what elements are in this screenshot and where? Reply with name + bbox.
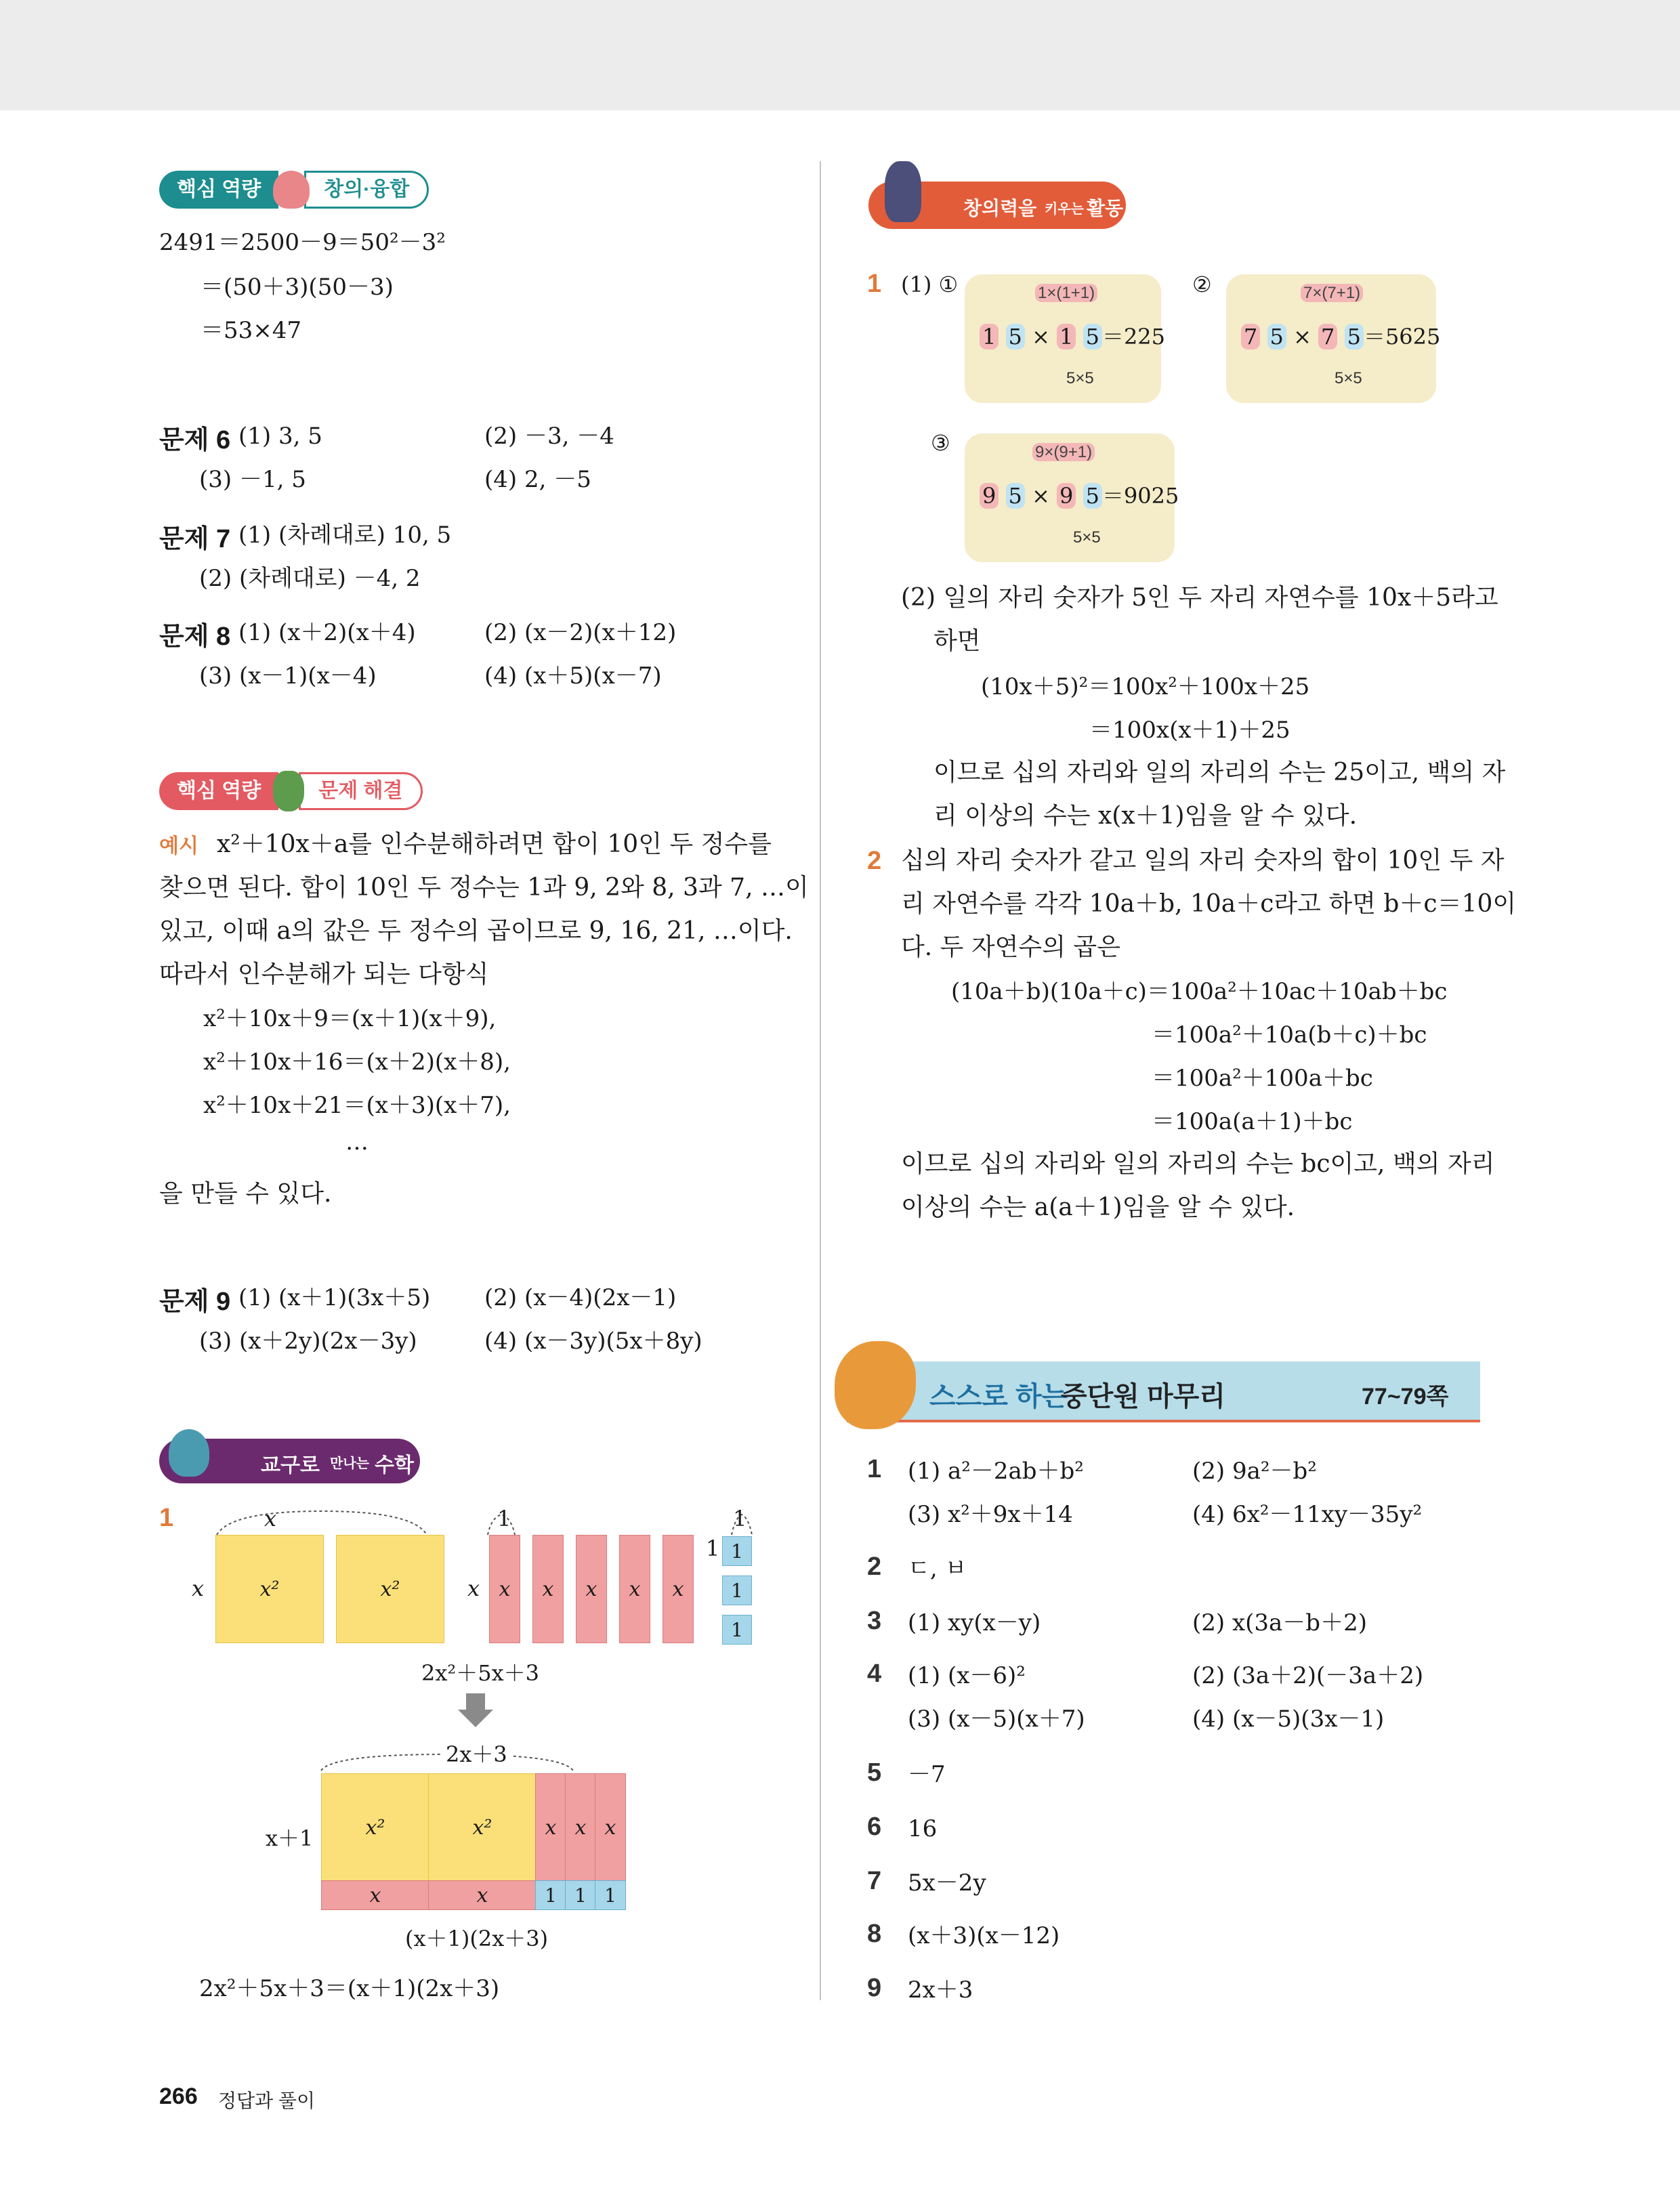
card-equation: 7 5 × 7 5 ＝5625 <box>1241 323 1440 350</box>
q1b-equation-1: (10x＋5)²＝100x²＋100x＋25 <box>981 673 1310 700</box>
tile-expression-top: 2x²＋5x＋3 <box>421 1660 540 1686</box>
example-line-2: 찾으면 된다. 합이 10인 두 정수는 1과 9, 2와 8, 3과 7, …이 <box>159 874 809 902</box>
problem-6-answer-4: (4) 2, －5 <box>484 466 591 493</box>
review-answer-3b: (2) x(3a－b＋2) <box>1192 1609 1367 1636</box>
multiplication-card-3 <box>965 433 1179 562</box>
card-top-formula: 7×(7+1) <box>1301 284 1363 303</box>
review-answer-5-number: 5 <box>867 1758 882 1787</box>
q1b-line-2: 하면 <box>933 627 981 655</box>
example-line-5: 을 만들 수 있다. <box>159 1180 332 1208</box>
review-answer-4c: (3) (x－5)(x＋7) <box>908 1706 1085 1733</box>
tool-math-banner <box>159 1439 420 1483</box>
review-answer-7-number: 7 <box>867 1867 882 1895</box>
example-equation-2: x²＋10x＋16＝(x＋2)(x＋8), <box>203 1049 511 1076</box>
example-line-4: 따라서 인수분해가 되는 다항식 <box>159 960 489 988</box>
review-answer-4a: (1) (x－6)² <box>908 1662 1026 1689</box>
problem-9-answer-4: (4) (x－3y)(5x＋8y) <box>484 1328 702 1355</box>
unit-tile: 1 <box>722 1575 752 1605</box>
q2-equation-2: ＝100a²＋10a(b＋c)＋bc <box>1152 1021 1427 1049</box>
review-answer-9: 2x＋3 <box>908 1976 973 2004</box>
calc-line-2: ＝(50＋3)(50－3) <box>201 274 394 301</box>
activity-text-small: 키우는 <box>1045 202 1084 217</box>
example-line-3: 있고, 이때 a의 값은 두 정수의 곱이므로 9, 16, 21, …이다. <box>159 917 793 945</box>
example-ellipsis: … <box>345 1128 369 1156</box>
activity-text-b: 활동 <box>1087 198 1124 219</box>
q2-equation-4: ＝100a(a＋1)＋bc <box>1152 1108 1353 1135</box>
page-section-label: 정답과 풀이 <box>218 2090 316 2111</box>
unit-tile: 1 <box>595 1880 626 1910</box>
review-title-a: 스스로 하는 <box>929 1382 1068 1412</box>
unit-tile: 1 <box>535 1880 566 1910</box>
card-top-formula: 9×(9+1) <box>1032 443 1095 462</box>
example-line-1: x²＋10x＋a를 인수분해하려면 합이 10인 두 정수를 <box>217 830 772 858</box>
width-label: 2x＋3 <box>442 1741 511 1768</box>
review-answer-3a: (1) xy(x－y) <box>908 1609 1041 1636</box>
tile-label-1-top: 1 <box>497 1506 511 1531</box>
tile-label-x-rod: x <box>467 1575 480 1601</box>
problem-6-answer-1: (1) 3, 5 <box>238 423 322 450</box>
card-bottom-formula: 5×5 <box>1335 369 1362 387</box>
problem-8-label: 문제 8 <box>159 622 231 651</box>
problem-6-answer-2: (2) －3, －4 <box>484 423 614 450</box>
review-answer-6: 16 <box>908 1815 938 1842</box>
calc-line-3: ＝53×47 <box>201 317 302 344</box>
problem-6-answer-3: (3) －1, 5 <box>199 466 306 493</box>
example-equation-3: x²＋10x＋21＝(x＋3)(x＋7), <box>203 1092 511 1119</box>
badge-label: 핵심 역량 <box>159 171 278 209</box>
q2-line-5: 이상의 수는 a(a＋1)임을 알 수 있다. <box>901 1193 1295 1221</box>
core-competency-badge-creative <box>159 171 429 209</box>
tile-label-1-top-unit: 1 <box>733 1506 747 1531</box>
review-answer-8: (x＋3)(x－12) <box>908 1922 1060 1949</box>
x-rod-tile: x <box>595 1773 626 1882</box>
problem-9-answer-3: (3) (x＋2y)(2x－3y) <box>199 1328 417 1355</box>
review-answer-7: 5x－2y <box>908 1869 986 1897</box>
down-arrow-head-icon <box>458 1710 493 1727</box>
x-squared-tile: x² <box>428 1773 537 1882</box>
multiplication-card-2 <box>1226 274 1441 403</box>
card-bottom-formula: 5×5 <box>1066 369 1094 387</box>
card-equation: 1 5 × 1 5 ＝225 <box>980 323 1165 350</box>
banner-text-small: 만나는 <box>330 1456 369 1471</box>
multiplication-card-1 <box>965 274 1166 403</box>
q1b-line-3: 이므로 십의 자리와 일의 자리의 수는 25이고, 백의 자 <box>933 759 1506 786</box>
q2-equation-1: (10a＋b)(10a＋c)＝100a²＋10ac＋10ab＋bc <box>951 978 1448 1005</box>
review-title-b: 중단원 마무리 <box>1061 1382 1225 1412</box>
problem-7-answer-1: (1) (차례대로) 10, 5 <box>238 522 452 549</box>
tile-label-x-top: x <box>264 1506 277 1531</box>
x-squared-tile: x² <box>215 1535 324 1643</box>
activity-q1-sub: (1) ① <box>901 272 959 297</box>
q2-line-2: 리 자연수를 각각 10a＋b, 10a＋c라고 하면 b＋c＝10이 <box>901 890 1517 918</box>
badge-value: 문제 해결 <box>299 772 422 810</box>
problem-8-answer-3: (3) (x－1)(x－4) <box>199 662 377 690</box>
q2-line-3: 다. 두 자연수의 곱은 <box>901 933 1120 961</box>
unit-tile: 1 <box>722 1615 752 1645</box>
x-squared-tile: x² <box>321 1773 429 1882</box>
problem-7-answer-2: (2) (차례대로) －4, 2 <box>199 565 421 592</box>
tile-expression-bottom: (x＋1)(2x＋3) <box>405 1926 549 1951</box>
bird-decoration-icon <box>835 1341 916 1429</box>
column-divider <box>820 161 821 2000</box>
problem-7-label: 문제 7 <box>159 525 231 553</box>
card-top-formula: 1×(1+1) <box>1035 284 1097 303</box>
x-rod-tile: x <box>535 1773 566 1882</box>
x-rod-tile: x <box>428 1880 537 1910</box>
tile-label-x-left: x <box>192 1575 205 1601</box>
x-rod-tile: x <box>565 1773 596 1882</box>
review-answer-4b: (2) (3a＋2)(－3a＋2) <box>1192 1662 1424 1689</box>
x-rod-tile: x <box>663 1535 694 1643</box>
badge-value: 창의·융합 <box>304 171 429 209</box>
badge-label: 핵심 역량 <box>159 772 278 810</box>
problem-8-answer-1: (1) (x＋2)(x＋4) <box>238 619 416 646</box>
problem-9-label: 문제 9 <box>159 1288 231 1316</box>
q1b-line-1: (2) 일의 자리 숫자가 5인 두 자리 자연수를 10x＋5라고 <box>901 584 1498 612</box>
thinker-icon <box>885 161 921 222</box>
top-bar <box>0 0 1680 110</box>
q2-equation-3: ＝100a²＋100a＋bc <box>1152 1065 1373 1092</box>
core-competency-badge-problem-solving <box>159 772 423 810</box>
q2-line-1: 십의 자리 숫자가 같고 일의 자리 숫자의 합이 10인 두 자 <box>901 847 1505 874</box>
activity-text-a: 창의력을 <box>963 198 1037 219</box>
banner-text-b: 수학 <box>375 1454 414 1477</box>
q1b-equation-2: ＝100x(x＋1)＋25 <box>1089 717 1290 744</box>
review-answer-1d: (4) 6x²－11xy－35y² <box>1192 1501 1423 1528</box>
problem-9-answer-1: (1) (x＋1)(3x＋5) <box>238 1284 431 1311</box>
calc-line-1: 2491＝2500－9＝50²－3² <box>159 229 446 256</box>
bird-icon <box>169 1429 209 1477</box>
review-answer-1b: (2) 9a²－b² <box>1192 1458 1317 1485</box>
problem-9-answer-2: (2) (x－4)(2x－1) <box>484 1284 677 1311</box>
x-rod-tile: x <box>321 1880 429 1910</box>
activity-q1-number: 1 <box>867 270 882 298</box>
review-answer-6-number: 6 <box>867 1813 882 1841</box>
final-equation: 2x²＋5x＋3＝(x＋1)(2x＋3) <box>199 1975 500 2002</box>
down-arrow-icon <box>466 1693 485 1710</box>
creative-activity-banner <box>868 182 1126 229</box>
card-equation: 9 5 × 9 5 ＝9025 <box>980 482 1179 509</box>
review-answer-4-number: 4 <box>867 1659 882 1688</box>
owl-icon <box>273 771 304 811</box>
review-answer-3-number: 3 <box>867 1607 882 1635</box>
circle-3-label: ③ <box>931 430 950 456</box>
x-rod-tile: x <box>489 1535 520 1643</box>
page-number: 266 <box>159 2083 198 2109</box>
x-rod-tile: x <box>532 1535 564 1643</box>
problem-8-answer-4: (4) (x＋5)(x－7) <box>484 662 662 690</box>
review-answer-9-number: 9 <box>867 1974 882 2002</box>
x-rod-tile: x <box>619 1535 650 1643</box>
review-answer-4d: (4) (x－5)(3x－1) <box>1192 1706 1385 1733</box>
review-answer-5: －7 <box>908 1761 946 1788</box>
activity-q2-number: 2 <box>867 847 882 875</box>
review-answer-1a: (1) a²－2ab＋b² <box>908 1458 1084 1485</box>
unit-tile: 1 <box>722 1536 752 1566</box>
height-label: x＋1 <box>266 1825 314 1851</box>
problem-6-label: 문제 6 <box>159 426 231 454</box>
tile-label-1-left-unit: 1 <box>706 1536 720 1561</box>
review-answer-1-number: 1 <box>867 1455 882 1483</box>
card-bottom-formula: 5×5 <box>1073 528 1101 547</box>
problem-8-answer-2: (2) (x－2)(x＋12) <box>484 619 677 646</box>
q1b-line-4: 리 이상의 수는 x(x＋1)임을 알 수 있다. <box>933 802 1358 830</box>
banner-text-a: 교구로 <box>261 1454 320 1477</box>
tool-question-number: 1 <box>159 1504 174 1532</box>
example-tag: 예시 <box>159 835 198 858</box>
x-rod-tile: x <box>576 1535 607 1643</box>
q2-line-4: 이므로 십의 자리와 일의 자리의 수는 bc이고, 백의 자리 <box>901 1150 1495 1178</box>
example-equation-1: x²＋10x＋9＝(x＋1)(x＋9), <box>203 1005 497 1032</box>
review-page-range: 77~79쪽 <box>1362 1384 1449 1410</box>
review-answer-2: ㄷ, ㅂ <box>908 1555 967 1582</box>
cat-icon <box>273 171 310 209</box>
unit-tile: 1 <box>565 1880 596 1910</box>
review-answer-2-number: 2 <box>867 1552 882 1581</box>
x-squared-tile: x² <box>336 1535 444 1643</box>
circle-2-label: ② <box>1192 272 1212 297</box>
review-answer-8-number: 8 <box>867 1920 882 1948</box>
review-answer-1c: (3) x²＋9x＋14 <box>908 1501 1073 1528</box>
